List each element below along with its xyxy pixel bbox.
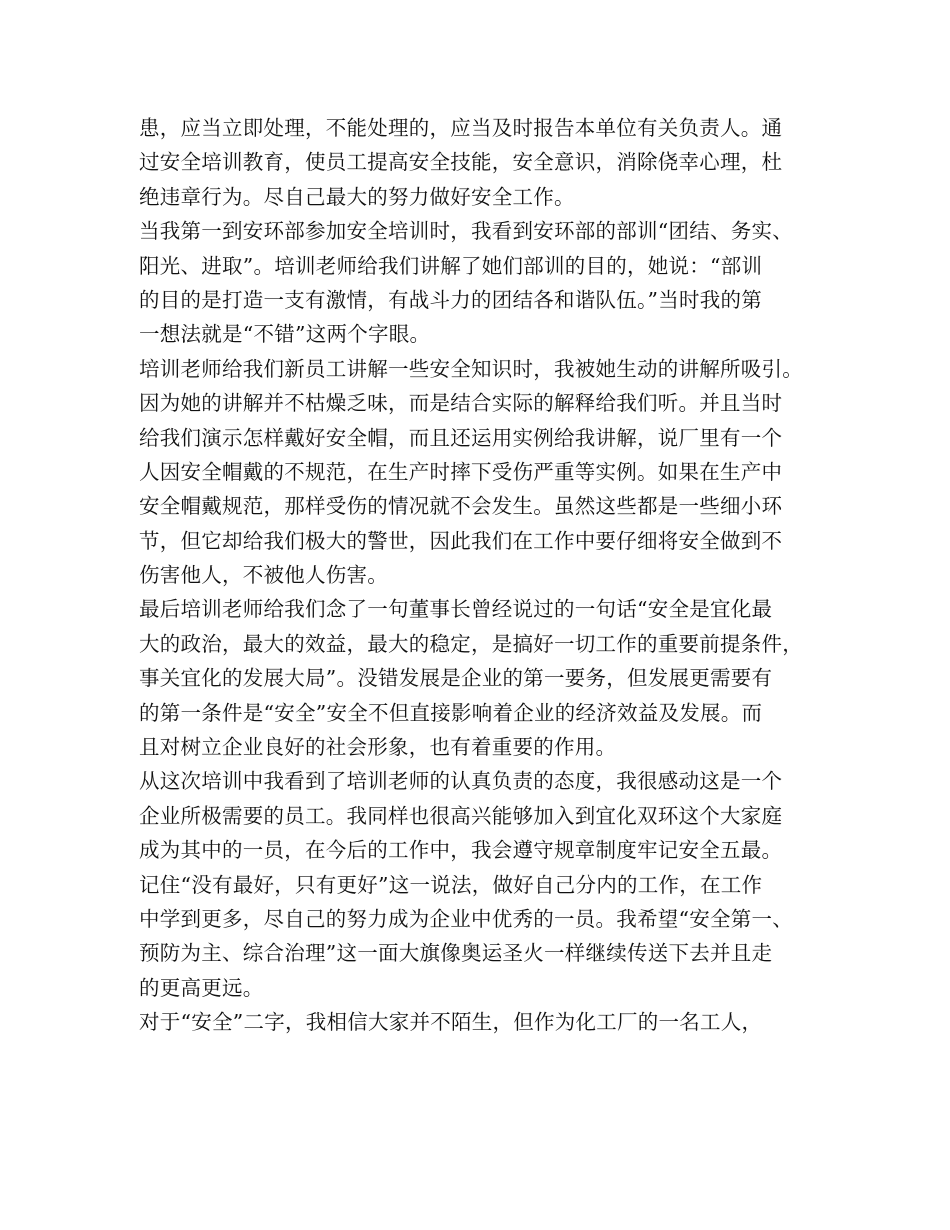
- text-line: 的第一条件是“安全”安全不但直接影响着企业的经济效益及发展。而: [139, 700, 763, 725]
- text-line: 绝违章行为。尽自己最大的努力做好安全工作。: [139, 184, 575, 209]
- text-line: 给我们演示怎样戴好安全帽，而且还运用实例给我讲解，说厂里有一个: [139, 425, 783, 450]
- text-line: 人因安全帽戴的不规范，在生产时摔下受伤严重等实例。如果在生产中: [139, 459, 783, 484]
- text-line: 过安全培训教育，使员工提高安全技能，安全意识，消除侥幸心理，杜: [139, 150, 783, 175]
- text-line: 记住“没有最好，只有更好”这一说法，做好自己分内的工作，在工作: [139, 872, 763, 897]
- text-line: 的更高更远。: [139, 975, 264, 1000]
- text-line: 且对树立企业良好的社会形象，也有着重要的作用。: [139, 735, 617, 760]
- text-line: 安全帽戴规范，那样受伤的情况就不会发生。虽然这些都是一些细小环: [139, 494, 783, 519]
- text-line: 大的政治，最大的效益，最大的稳定，是搞好一切工作的重要前提条件，: [139, 631, 803, 656]
- text-line: 节，但它却给我们极大的警世，因此我们在工作中要仔细将安全做到不: [139, 528, 783, 553]
- text-line: 最后培训老师给我们念了一句董事长曾经说过的一句话“安全是宜化最: [139, 597, 773, 622]
- text-line: 当我第一到安环部参加安全培训时，我看到安环部的部训“团结、务实、: [139, 219, 793, 244]
- text-line: 一想法就是“不错”这两个字眼。: [139, 322, 431, 347]
- text-line: 从这次培训中我看到了培训老师的认真负责的态度，我很感动这是一个: [139, 769, 783, 794]
- document-body: [139, 111, 819, 1040]
- text-line: 事关宜化的发展大局”。没错发展是企业的第一要务，但发展更需要有: [139, 666, 773, 691]
- text-line: 中学到更多，尽自己的努力成为企业中优秀的一员。我希望“安全第一、: [139, 906, 793, 931]
- text-line: 对于“安全”二字，我相信大家并不陌生，但作为化工厂的一名工人，: [139, 1010, 763, 1035]
- text-line: 因为她的讲解并不枯燥乏味，而是结合实际的解释给我们听。并且当时: [139, 391, 783, 416]
- text-line: 预防为主、综合治理”这一面大旗像奥运圣火一样继续传送下去并且走: [139, 941, 773, 966]
- text-line: 阳光、进取”。培训老师给我们讲解了她们部训的目的，她说：“部训: [139, 253, 763, 278]
- text-line: 成为其中的一员，在今后的工作中，我会遵守规章制度牢记安全五最。: [139, 838, 783, 863]
- text-line: 企业所极需要的员工。我同样也很高兴能够加入到宜化双环这个大家庭: [139, 803, 783, 828]
- text-line: 培训老师给我们新员工讲解一些安全知识时，我被她生动的讲解所吸引。: [139, 356, 803, 381]
- text-line: 伤害他人，不被他人伤害。: [139, 563, 388, 588]
- text-line: 的目的是打造一支有激情，有战斗力的团结各和谐队伍。”当时我的第: [139, 287, 762, 312]
- text-line: 患，应当立即处理，不能处理的，应当及时报告本单位有关负责人。通: [139, 116, 783, 140]
